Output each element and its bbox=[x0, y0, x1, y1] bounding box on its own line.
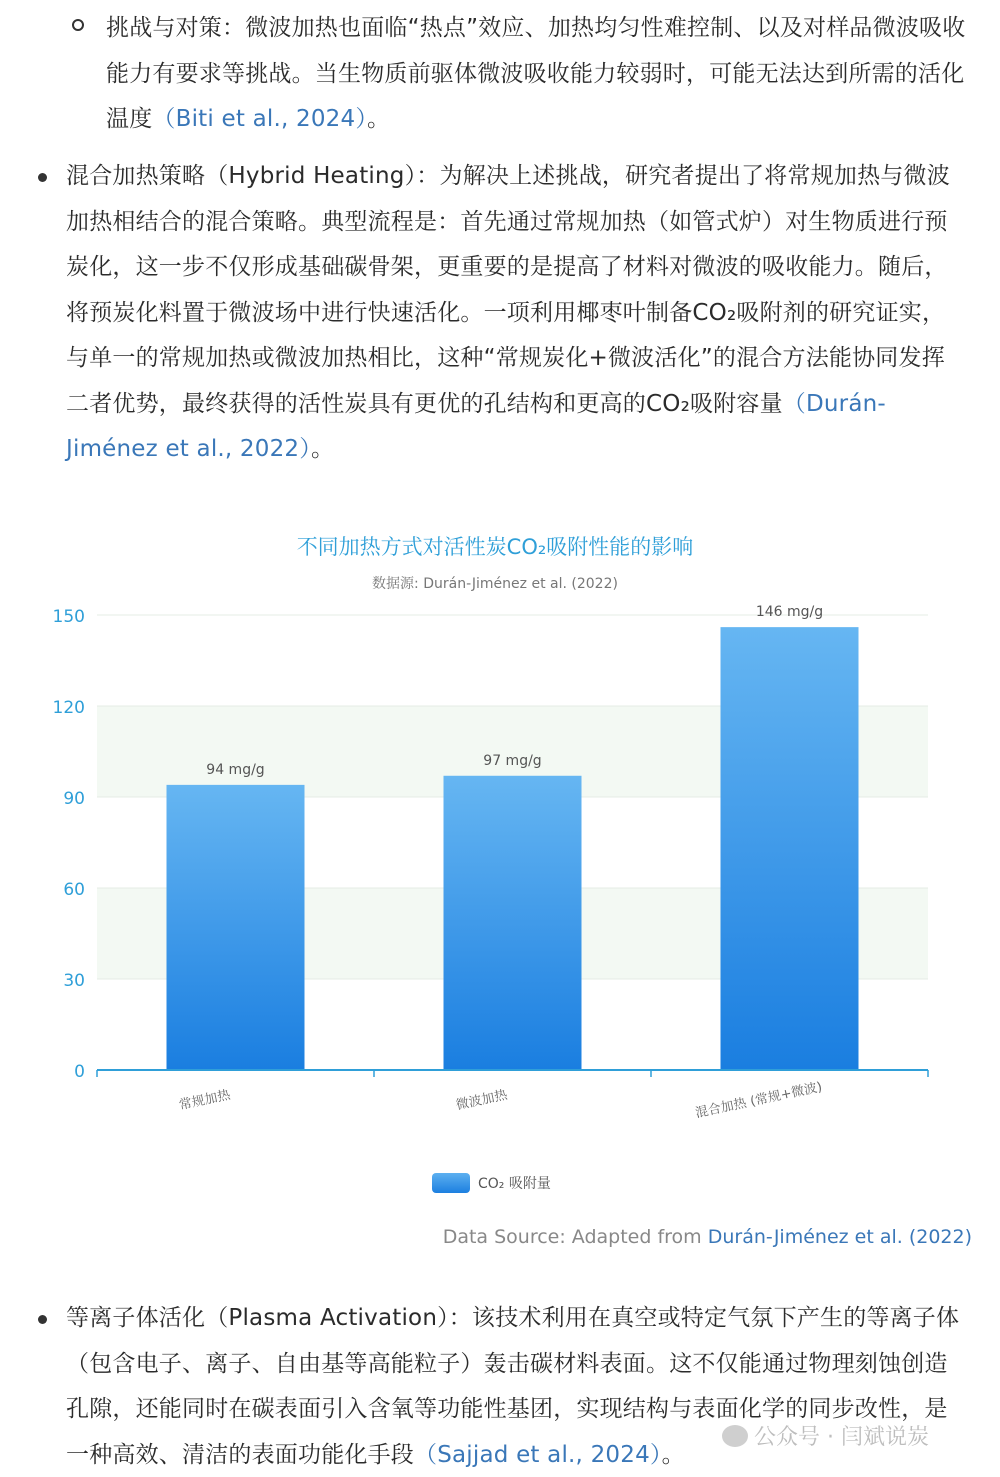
citation-link-biti[interactable]: （Biti et al., 2024） bbox=[152, 106, 368, 132]
legend-swatch bbox=[432, 1173, 470, 1193]
source-citation-link[interactable]: Durán-Jiménez et al. (2022) bbox=[707, 1226, 972, 1248]
data-source-note: Data Source: Adapted from Durán-Jiménez et al. (2022) bbox=[442, 1226, 972, 1248]
sub-bullet-challenges bbox=[72, 6, 972, 143]
hybrid-text: 为解决上述挑战，研究者提出了将常规加热与微波加热相结合的混合策略。典型流程是：首先通过常规加热（如管式炉）对生物质进行预炭化，这一步不仅形成基础碳骨架，更重要的是提高了材料对微波的吸收能力。随后，将预炭化料置于微波场中进行快速活化。一项利用椰枣叶制备CO₂吸附剂的研究证实，与单一的常规加热或微波加热相比，这种“常规炭化+微波活化”的混合方法能协同发挥二者优势，最终获得的活性炭具有更优的孔结构和更高的CO₂吸附容量 bbox=[66, 163, 950, 417]
plasma-text: 该技术利用在真空或特定气氛下产生的等离子体（包含电子、离子、自由基等高能粒子）轰击碳材料表面。这不仅能通过物理刻蚀创造孔隙，还能同时在碳表面引入含氧等功能性基团，实现结构与表面化学的同步改性，是一种高效、清洁的表面功能化手段 bbox=[66, 1305, 960, 1468]
bar bbox=[721, 627, 859, 1070]
y-tick-label: 150 bbox=[52, 607, 85, 627]
bar bbox=[444, 776, 582, 1070]
citation-link-sajjad[interactable]: （Sajjad et al., 2024） bbox=[414, 1441, 662, 1468]
y-tick-label: 90 bbox=[63, 789, 85, 809]
plasma-paragraph: 等离子体活化（Plasma Activation）：该技术利用在真空或特定气氛下产生的等离子体（包含电子、离子、自由基等高能粒子）轰击碳材料表面。这不仅能通过物理刻蚀创造孔隙，还能同时在碳表面引入含氧等功能性基团，实现结构与表面化学的同步改性，是一种高效、清洁的表面功能化手段（Sajjad et al., 2024）。 bbox=[66, 1305, 960, 1468]
chart-plot-area bbox=[0, 515, 1000, 1215]
watermark bbox=[722, 1420, 929, 1451]
y-tick-label: 30 bbox=[63, 971, 85, 991]
data-label: 146 mg/g bbox=[755, 604, 824, 621]
x-tick-label: 常规加热 bbox=[177, 1087, 232, 1114]
x-tick-label: 混合加热 (常规+微波) bbox=[694, 1079, 824, 1122]
bullet-dot-icon bbox=[38, 1315, 47, 1324]
challenges-paragraph: 挑战与对策：微波加热也面临“热点”效应、加热均匀性难控制、以及对样品微波吸收能力有要求等挑战。当生物质前驱体微波吸收能力较弱时，可能无法达到所需的活化温度（Biti et al., 2024）。 bbox=[106, 15, 966, 132]
watermark-text: 公众号 · 闫斌说炭 bbox=[754, 1425, 929, 1450]
bullet-hybrid-heating bbox=[38, 154, 968, 473]
plasma-label: 等离子体活化（Plasma Activation）： bbox=[66, 1305, 472, 1331]
y-tick-label: 0 bbox=[74, 1062, 85, 1082]
hybrid-paragraph: 混合加热策略（Hybrid Heating）：为解决上述挑战，研究者提出了将常规加热与微波加热相结合的混合策略。典型流程是：首先通过常规加热（如管式炉）对生物质进行预炭化，这一步不仅形成基础碳骨架，更重要的是提高了材料对微波的吸收能力。随后，将预炭化料置于微波场中进行快速活化。一项利用椰枣叶制备CO₂吸附剂的研究证实，与单一的常规加热或微波加热相比，这种“常规炭化+微波活化”的混合方法能协同发挥二者优势，最终获得的活性炭具有更优的孔结构和更高的CO₂吸附容量（Durán-Jiménez et al., 2022）。 bbox=[66, 163, 950, 462]
chart-legend[interactable] bbox=[432, 1173, 551, 1193]
chart-title: 不同加热方式对活性炭CO₂吸附性能的影响 bbox=[296, 535, 694, 559]
y-tick-label: 60 bbox=[63, 880, 85, 900]
legend-label: CO₂ 吸附量 bbox=[478, 1176, 551, 1192]
hybrid-label: 混合加热策略（Hybrid Heating）： bbox=[66, 163, 440, 189]
hollow-bullet-icon bbox=[72, 19, 84, 31]
chart-subtitle: 数据源: Durán-Jiménez et al. (2022) bbox=[372, 576, 618, 592]
challenges-text: 微波加热也面临“热点”效应、加热均匀性难控制、以及对样品微波吸收能力有要求等挑战。当生物质前驱体微波吸收能力较弱时，可能无法达到所需的活化温度 bbox=[106, 15, 966, 132]
bar bbox=[167, 785, 305, 1070]
citation-link-duran[interactable]: （Durán-Jiménez et al., 2022） bbox=[66, 390, 886, 462]
data-label: 94 mg/g bbox=[206, 761, 265, 778]
y-tick-label: 120 bbox=[52, 698, 85, 718]
bullet-dot-icon bbox=[38, 173, 47, 182]
bar-chart-figure bbox=[0, 515, 1000, 1215]
x-tick-label: 微波加热 bbox=[454, 1087, 509, 1114]
data-label: 97 mg/g bbox=[483, 752, 542, 769]
challenges-label: 挑战与对策： bbox=[106, 15, 246, 41]
wechat-icon bbox=[722, 1425, 748, 1447]
